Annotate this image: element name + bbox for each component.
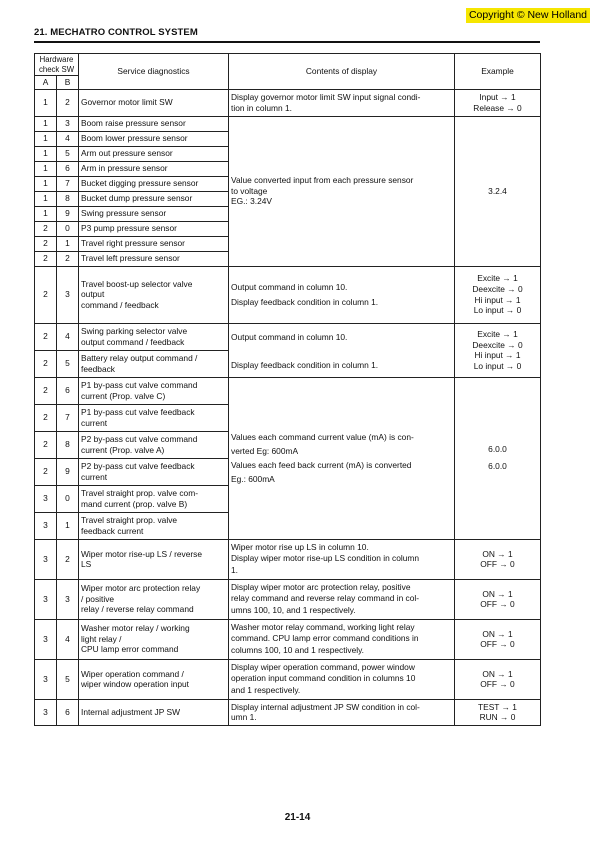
example-battery: Hi input → 1 Lo input → 0 xyxy=(473,350,522,371)
cell-b: 0 xyxy=(57,485,79,512)
cell-service: Boom lower pressure sensor xyxy=(79,131,229,146)
cell-a: 2 xyxy=(35,236,57,251)
cell-a: 1 xyxy=(35,161,57,176)
cell-content: Wiper motor rise up LS in column 10. Display wiper motor rise-up LS condition in column 1. xyxy=(229,539,455,579)
cell-b: 4 xyxy=(57,619,79,659)
cell-content: Output command in column 10. Display feedback condition in column 1. xyxy=(229,266,455,323)
cell-a: 2 xyxy=(35,323,57,350)
table-row xyxy=(35,377,541,404)
cell-example-pressure: 3.2.4 xyxy=(455,116,541,266)
cell-service: Bucket digging pressure sensor xyxy=(79,176,229,191)
cell-a: 2 xyxy=(35,251,57,266)
cell-b: 3 xyxy=(57,266,79,323)
cell-b: 5 xyxy=(57,350,79,377)
cell-a: 2 xyxy=(35,431,57,458)
cell-a: 3 xyxy=(35,512,57,539)
cell-b: 3 xyxy=(57,579,79,619)
cell-service: Travel boost-up selector valve output command / feedback xyxy=(79,266,229,323)
cell-b: 3 xyxy=(57,116,79,131)
cell-a: 3 xyxy=(35,579,57,619)
header-contents: Contents of display xyxy=(229,54,455,90)
page-number: 21-14 xyxy=(284,812,311,823)
cell-service: Washer motor relay / working light relay / CPU lamp error command xyxy=(79,619,229,659)
cell-a: 1 xyxy=(35,206,57,221)
cell-service: P3 pump pressure sensor xyxy=(79,221,229,236)
cell-b: 6 xyxy=(57,161,79,176)
table-row xyxy=(35,659,541,699)
cell-a: 3 xyxy=(35,539,57,579)
cell-service: Wiper motor arc protection relay / positive relay / reverse relay command xyxy=(79,579,229,619)
cell-service: Arm in pressure sensor xyxy=(79,161,229,176)
header-col-a: A xyxy=(35,76,57,90)
table-row xyxy=(35,89,541,116)
cell-example-swing-battery xyxy=(455,323,541,377)
cell-content-pressure: Value converted input from each pressure sensor to voltage EG.: 3.24V xyxy=(229,116,455,266)
cell-a: 1 xyxy=(35,116,57,131)
cell-a: 3 xyxy=(35,699,57,725)
cell-example-current: 6.0.0 6.0.0 xyxy=(455,377,541,539)
cell-a: 3 xyxy=(35,485,57,512)
cell-b: 6 xyxy=(57,377,79,404)
cell-b: 9 xyxy=(57,206,79,221)
cell-b: 7 xyxy=(57,404,79,431)
cell-b: 1 xyxy=(57,236,79,251)
cell-service: Wiper operation command / wiper window operation input xyxy=(79,659,229,699)
cell-service: P1 by-pass cut valve feedback current xyxy=(79,404,229,431)
title-rule xyxy=(34,41,540,43)
cell-b: 2 xyxy=(57,251,79,266)
cell-a: 1 xyxy=(35,176,57,191)
cell-content-swing-battery xyxy=(229,323,455,377)
cell-service: Swing parking selector valve output command / feedback xyxy=(79,323,229,350)
table-row xyxy=(35,539,541,579)
header-hardware-check: Hardware check SW xyxy=(35,54,79,76)
header-example: Example xyxy=(455,54,541,90)
table-row xyxy=(35,266,541,323)
cell-a: 2 xyxy=(35,350,57,377)
cell-b: 5 xyxy=(57,146,79,161)
content-swing: Output command in column 10. xyxy=(231,331,348,342)
cell-b: 2 xyxy=(57,539,79,579)
cell-service: Travel right pressure sensor xyxy=(79,236,229,251)
cell-service: P2 by-pass cut valve command current (Prop. valve A) xyxy=(79,431,229,458)
cell-service: Swing pressure sensor xyxy=(79,206,229,221)
cell-a: 1 xyxy=(35,89,57,116)
table-row xyxy=(35,323,541,350)
cell-b: 5 xyxy=(57,659,79,699)
cell-content: Display governor motor limit SW input signal condi- tion in column 1. xyxy=(229,89,455,116)
cell-b: 9 xyxy=(57,458,79,485)
cell-service: P2 by-pass cut valve feedback current xyxy=(79,458,229,485)
cell-content: Display wiper motor arc protection relay, positive relay command and reverse relay command in col- umns 100, 10, and 1 respectively. xyxy=(229,579,455,619)
cell-example: ON → 1 OFF → 0 xyxy=(455,659,541,699)
example-swing: Excite → 1 Deexcite → 0 xyxy=(472,328,523,350)
cell-service: Wiper motor rise-up LS / reverse LS xyxy=(79,539,229,579)
cell-a: 3 xyxy=(35,659,57,699)
cell-content: Washer motor relay command, working light relay command. CPU lamp error command conditions in columns 100, 10 and 1 respectively. xyxy=(229,619,455,659)
cell-example: Excite → 1 Deexcite → 0 Hi input → 1 Lo input → 0 xyxy=(455,266,541,323)
table-row xyxy=(35,619,541,659)
cell-example: ON → 1 OFF → 0 xyxy=(455,539,541,579)
cell-a: 2 xyxy=(35,404,57,431)
content-battery: Display feedback condition in column 1. xyxy=(231,359,379,370)
cell-b: 1 xyxy=(57,512,79,539)
cell-example: ON → 1 OFF → 0 xyxy=(455,619,541,659)
cell-b: 8 xyxy=(57,431,79,458)
cell-content: Display wiper operation command, power window operation input command condition in columns 10 and 1 respectively. xyxy=(229,659,455,699)
cell-a: 3 xyxy=(35,619,57,659)
cell-content-current: Values each command current value (mA) is con- verted Eg: 600mA Values each feed back current (mA) is converted Eg.: 600mA xyxy=(229,377,455,539)
cell-b: 7 xyxy=(57,176,79,191)
cell-a: 2 xyxy=(35,221,57,236)
cell-b: 4 xyxy=(57,323,79,350)
table-row xyxy=(35,699,541,725)
header-col-b: B xyxy=(57,76,79,90)
cell-service: Bucket dump pressure sensor xyxy=(79,191,229,206)
cell-content: Display internal adjustment JP SW condition in col- umn 1. xyxy=(229,699,455,725)
cell-a: 1 xyxy=(35,131,57,146)
cell-a: 1 xyxy=(35,191,57,206)
cell-service: Travel straight prop. valve com- mand current (prop. valve B) xyxy=(79,485,229,512)
cell-service: Governor motor limit SW xyxy=(79,89,229,116)
cell-b: 4 xyxy=(57,131,79,146)
table-row xyxy=(35,116,541,131)
cell-b: 6 xyxy=(57,699,79,725)
cell-service: Travel straight prop. valve feedback current xyxy=(79,512,229,539)
cell-b: 8 xyxy=(57,191,79,206)
cell-example: ON → 1 OFF → 0 xyxy=(455,579,541,619)
cell-a: 1 xyxy=(35,146,57,161)
cell-b: 2 xyxy=(57,89,79,116)
cell-a: 2 xyxy=(35,377,57,404)
cell-b: 0 xyxy=(57,221,79,236)
cell-a: 2 xyxy=(35,458,57,485)
cell-service: Arm out pressure sensor xyxy=(79,146,229,161)
cell-service: Boom raise pressure sensor xyxy=(79,116,229,131)
cell-a: 2 xyxy=(35,266,57,323)
cell-service: Travel left pressure sensor xyxy=(79,251,229,266)
header-service-diagnostics: Service diagnostics xyxy=(79,54,229,90)
diagnostics-table xyxy=(34,53,541,726)
section-title: 21. MECHATRO CONTROL SYSTEM xyxy=(34,27,198,38)
cell-example: Input → 1 Release → 0 xyxy=(455,89,541,116)
cell-service: Battery relay output command / feedback xyxy=(79,350,229,377)
copyright-badge: Copyright © New Holland xyxy=(466,8,590,23)
cell-service: P1 by-pass cut valve command current (Prop. valve C) xyxy=(79,377,229,404)
table-row xyxy=(35,579,541,619)
cell-service: Internal adjustment JP SW xyxy=(79,699,229,725)
cell-example: TEST → 1 RUN → 0 xyxy=(455,699,541,725)
